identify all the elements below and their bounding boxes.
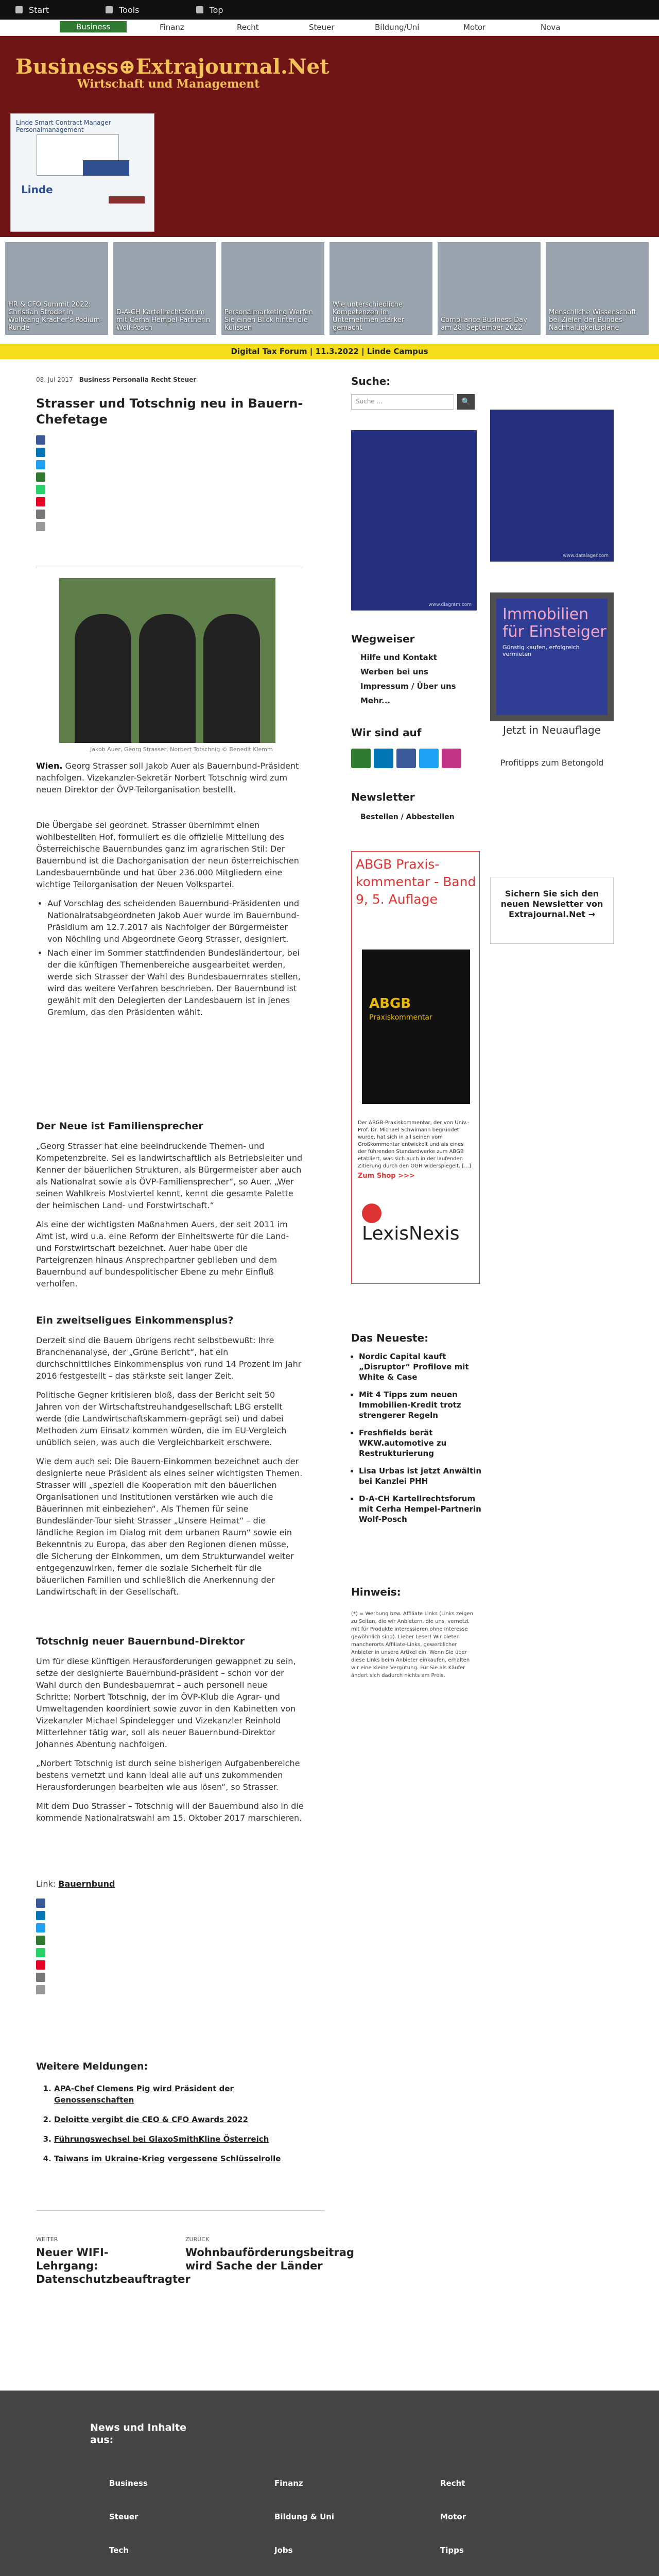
top-bar xyxy=(0,0,659,20)
abgb-description: Der ABGB-Praxiskommentar, der von Univ.-Prof. Dr. Michael Schwimann begründet wurde, hat sich in all seinen vom Großkommentar entwickelt und als eines der führenden Standardwerke zum ABGB etabliert, was sich auch in der laufenden Zitierung durch den OGH widerspiegelt. [...] xyxy=(358,1120,471,1169)
article-body-2: „Georg Strasser hat eine beeindruckende Themen- und Kompetenzbreite. Sei es landwirtschaftlich als Betriebsleiter und Kenner der bäuerlichen Strukturen, als Bürgermeister aber auch als Nationalrat sowie als ÖVP-Familiensprecher“, so Auer. „Wer seinen Wahlkreis Mostviertel kennt, kennt die gesamte Palette der heimischen Land- und Forstwirtschaft.“ Als eine der wichtigsten Maßnahmen Auers, der seit 2011 im Amt ist, wird u.a. eine Reform der Einheitswerte für die Land- und Forstwirtschaft bezeichnet. Auer habe über die Parteigrenzen hinaus Ansprechpartner geblieben und dem Bauernbund auf bundespolitischer Ebene zu mehr Einfluß verholfen. xyxy=(36,1141,303,1289)
footer-link[interactable]: Bildung & Uni xyxy=(274,2512,335,2521)
wegweiser-links xyxy=(360,650,456,708)
image-caption: Jakob Auer, Georg Strasser, Norbert Totschnig © Benedit Klemm xyxy=(90,746,273,753)
teaser-strip xyxy=(0,242,659,335)
source-link-line: Link: Bauernbund xyxy=(36,1879,115,1889)
latest-item[interactable]: • Freshfields berät WKW.automotive zu Restrukturierung xyxy=(359,1428,482,1459)
facebook-icon[interactable] xyxy=(36,435,45,445)
footer-link[interactable]: Finanz xyxy=(274,2479,303,2488)
article-tags: Business Personalia Recht Steuer xyxy=(79,376,197,383)
footer-link[interactable]: Recht xyxy=(440,2479,465,2488)
footer-link[interactable]: Jobs xyxy=(274,2546,293,2555)
mail-icon[interactable] xyxy=(36,510,45,519)
print-icon[interactable] xyxy=(36,522,45,531)
article-date: 08. Jul 2017 xyxy=(36,376,73,383)
link-mehr[interactable]: Mehr... xyxy=(360,696,391,705)
pinterest-icon[interactable] xyxy=(36,1960,45,1970)
article-meta xyxy=(36,376,196,383)
abgb-book-cover: ABGB Praxiskommentar xyxy=(362,950,470,1104)
banner-screen-image-2 xyxy=(83,160,129,176)
share-buttons-bottom xyxy=(36,1899,47,1997)
banner-button xyxy=(109,196,145,204)
newsletter-title: Newsletter xyxy=(351,791,415,803)
search-button[interactable] xyxy=(457,394,475,410)
instagram-icon[interactable] xyxy=(442,749,461,768)
link-impressum[interactable]: Impressum / Über uns xyxy=(360,682,456,691)
pager-next[interactable]: ZURÜCK Wohnbauförderungsbeitrag wird Sache der Länder xyxy=(185,2236,354,2272)
tools-icon xyxy=(106,6,113,13)
abgb-shop-link[interactable]: Zum Shop >>> xyxy=(358,1172,415,1180)
teaser-item[interactable]: Compliance Business Day am 28. September 2022 xyxy=(438,242,541,335)
xing-icon[interactable] xyxy=(36,472,45,482)
topbar-top[interactable]: Top xyxy=(196,5,223,15)
nav-business[interactable]: Business xyxy=(60,21,127,32)
linkedin-icon[interactable] xyxy=(36,448,45,457)
teaser-item[interactable]: Wie unterschiedliche Kompetenzen im Unternehmen stärker gemacht xyxy=(330,242,432,335)
xing-icon[interactable] xyxy=(36,1936,45,1945)
immobilien-book-cover: Immobilien für Einsteiger Günstig kaufen, erfolgreich vermieten xyxy=(496,599,608,715)
article-title: Strasser und Totschnig neu in Bauern-Chefetage xyxy=(36,396,303,427)
link-werben[interactable]: Werben bei uns xyxy=(360,667,428,676)
latest-item[interactable]: • D-A-CH Kartellrechtsforum mit Cerha Hempel-Partnerin Wolf-Posch xyxy=(359,1494,482,1524)
latest-title: Das Neueste: xyxy=(351,1332,429,1344)
share-buttons-top xyxy=(36,435,47,534)
site-footer xyxy=(0,2391,659,2576)
article-body-3: Derzeit sind die Bauern übrigens recht selbstbewußt: Ihre Branchenanalyse, der „Grüne Bericht“, hat ein durchschnittliches Einkommensplus von rund 14 Prozent im Jahr 2016 festgestellt – das stärkste seit langer Zeit. Politische Gegner kritisieren bloß, dass der Bericht seit 50 Jahren von der Wirtschaftstreuhandgesellschaft LBG erstellt werde (die Landwirtschaftskammern-geprägt sei) und dabei Methoden zum Einsatz kommen würden, die im EU-Vergleich unüblich seien, was auch die Vergleichbarkeit erschwere. Wie dem auch sei: Die Bauern-Einkommen bezeichnet auch der designierte neue Präsident als eines seiner wichtigsten Themen. Strasser will „speziell die Kooperation mit den bäuerlichen Organisationen und Institutionen verstärken wie auch die Bäuerinnen mit einbeziehen“. Als Themen für seine Bundesländer-Tour sieht Strasser „Unsere Heimat“ – die ländliche Region im Dialog mit dem urbanen Raum“ sowie ein Bekenntnis zu Europa, das aber den Regionen dienen müsse, die Sicherung der Einkommen, um dem Strukturwandel weiter entgegenzuwirken, ferner die soziale Sicherheit für die bäuerlichen Familien und schließlich die Anerkennung der Landwirtschaft in der Gesellschaft. xyxy=(36,1335,303,1597)
xing-icon[interactable] xyxy=(351,749,371,768)
footer-news-title: News und Inhalte aus: xyxy=(90,2422,186,2446)
teaser-item[interactable]: HR & CFO Summit 2022: Christian Stroder in Wolfgang Kracher's Podium-Runde xyxy=(5,242,108,335)
sidebar-ad[interactable]: www.diagram.com xyxy=(351,430,477,611)
more-news-title: Weitere Meldungen: xyxy=(36,2061,148,2072)
article-lead: Wien. Georg Strasser soll Jakob Auer als Bauernbund-Präsident nachfolgen. Vizekanzler-Sekretär Norbert Totschnig wird zum neuen Direktor der ÖVP-Teilorganisation bestellt. xyxy=(36,761,299,794)
banner-title: Linde Smart Contract Manager Personalmanagement xyxy=(16,119,111,133)
abgb-ad[interactable] xyxy=(351,851,480,1284)
wegweiser-title: Wegweiser xyxy=(351,633,415,645)
more-news-item[interactable]: 2. Deloitte vergibt die CEO & CFO Awards 2022 xyxy=(54,2114,301,2125)
lexisnexis-icon xyxy=(362,1204,381,1223)
footer-link[interactable]: Tech xyxy=(109,2546,129,2555)
topbar-tools[interactable]: Tools xyxy=(106,5,139,15)
latest-item[interactable]: • Mit 4 Tipps zum neuen Immobilien-Kredit trotz strengerer Regeln xyxy=(359,1389,482,1420)
site-subtitle: Wirtschaft und Management xyxy=(77,77,260,91)
hinweis-title: Hinweis: xyxy=(351,1586,401,1598)
arrow-up-icon xyxy=(196,6,203,13)
search-icon: 🔍 xyxy=(461,398,471,406)
newsletter-link[interactable]: Bestellen / Abbestellen xyxy=(360,813,455,821)
link-hilfe[interactable]: Hilfe und Kontakt xyxy=(360,653,437,662)
print-icon[interactable] xyxy=(36,1985,45,1994)
immobilien-caption[interactable]: Jetzt in Neuauflage xyxy=(502,724,601,736)
event-info-bar[interactable]: Digital Tax Forum | 11.3.2022 | Linde Campus xyxy=(0,344,659,359)
teaser-item[interactable]: D-A-CH Kartellrechtsforum mit Cerha Hempel-Partnerin Wolf-Posch xyxy=(113,242,216,335)
more-news-list xyxy=(54,2083,301,2173)
article-body-4: Um für diese künftigen Herausforderungen gewappnet zu sein, setze der designierte Bauernbund-präsident – schon vor der Wahl durch den Bundesbauernrat – auch personell neue Schritte: Norbert Totschnig, der im ÖVP-Klub die Agrar- und Umweltagenden koordiniert sowie zuvor in den Kabinetten von Vizekanzler Michael Spindelegger und Vizekanzler Reinhold Mitterlehner tätig war, soll als neuer Bauernbund-Direktor Johannes Abentung nachfolgen. „Norbert Totschnig ist durch seine bisherigen Aufgabenbereiche bestens vernetzt und kann ideal alle auf uns zukommenden Herausforderungen bearbeiten wie aus lösen“, so Strasser. Mit dem Duo Strasser – Totschnig will der Bauernbund also in die kommende Nationalratswahl am 15. Oktober 2017 marschieren. xyxy=(36,1656,304,1823)
linkedin-icon[interactable] xyxy=(36,1911,45,1920)
article-body-1: Die Übergabe sei geordnet. Strasser übernimmt einen wohlbestellten Hof, formuliert es die offizielle Mitteilung des Österreichische Bauernbundes ganz im agrarischen Stil: Der Bauernbund ist die Dachorganisation der neun österreichischen Landesbauernbünde und hat über 236.000 Mitgliedern eine wichtige Teilorganisation der Neuen Volkspartei. • Auf Vorschlag des scheidenden Bauernbund-Präsidenten und Nationalratsabgeordneten Jakob Auer wurde im Bauernbund-Präsidium am 12.7.2017 als Nachfolger der Bürgermeister von Nöchling und Abgeordnete Georg Strasser, designiert. • Nach einer im Sommer stattfindenden Bundesländertour, bei der die künftigen Themenbereiche ausgearbeitet werden, werde sich Strasser der Wahl des Bundesbauernrates stellen, wird das weitere Verfahren beschrieben. Der Bauernbund ist gewählt mit den Delegierten der Landesbauern ist in jenes Gremium, das den Präsidenten wählt. xyxy=(36,819,304,1020)
nav-nova[interactable]: Nova xyxy=(541,23,561,32)
sidebar-ad-2[interactable]: www.datalager.com xyxy=(490,410,614,562)
teaser-item[interactable]: Menschliche Wissenschaft bei Zielen der Bundes-Nachhaltigkeitspläne xyxy=(546,242,649,335)
latest-item[interactable]: • Nordic Capital kauft „Disruptor“ Profilove mit White & Case xyxy=(359,1351,482,1382)
nav-bildung[interactable]: Bildung/Uni xyxy=(375,23,420,32)
more-news-item[interactable]: 1. APA-Chef Clemens Pig wird Präsident der Genossenschaften xyxy=(54,2083,301,2106)
nav-finanz[interactable]: Finanz xyxy=(160,23,184,32)
linkedin-icon[interactable] xyxy=(374,749,393,768)
header-banner-ad[interactable] xyxy=(10,113,154,232)
nav-steuer[interactable]: Steuer xyxy=(309,23,335,32)
teaser-item[interactable]: Personalmarketing Werfen Sie einen Blick hinter die Kulissen xyxy=(221,242,324,335)
article-subheading: Der Neue ist Familiensprecher xyxy=(36,1121,203,1132)
search-title: Suche: xyxy=(351,375,391,387)
newsletter-signup-box[interactable]: Sichern Sie sich den neuen Newsletter von Extrajournal.Net → xyxy=(490,877,614,944)
site-header xyxy=(0,36,659,237)
more-news-item[interactable]: 3. Führungswechsel bei GlaxoSmithKline Österreich xyxy=(54,2133,301,2145)
footer-link[interactable]: Motor xyxy=(440,2512,466,2521)
site-logo[interactable]: Business⊕Extrajournal.Net xyxy=(15,55,330,79)
whatsapp-icon[interactable] xyxy=(36,485,45,494)
article-subheading: Ein zweitseligues Einkommensplus? xyxy=(36,1315,234,1326)
home-icon xyxy=(15,6,23,13)
social-title: Wir sind auf xyxy=(351,726,422,739)
footer-link[interactable]: Business xyxy=(109,2479,148,2488)
abgb-title: ABGB Praxis-kommentar - Band 9, 5. Auflage xyxy=(356,857,476,907)
immobilien-subcaption[interactable]: Profitipps zum Betongold xyxy=(500,758,604,768)
twitter-icon[interactable] xyxy=(36,460,45,469)
pager-prev[interactable]: WEITER Neuer WIFI-Lehrgang: Datenschutzbeauftragter xyxy=(36,2236,190,2285)
hinweis-text: (*) = Werbung bzw. Affiliate Links (Links zeigen zu Seiten, die wir Anbietern, die uns, vernetzt mit für Produkte interessieren ohne Interesse gewöhnlich sind). Lieber Leser! Wir bieten mancherorts Affiliate-Links, gewerblicher Anbieter in unsere Artikel ein. Wenn Sie über diese Links beim Anbieter einkaufen, erhalten wir eine kleine Vergütung. Für Sie als Käufer ändert sich dadurch nichts am Preis. xyxy=(351,1611,473,1679)
pinterest-icon[interactable] xyxy=(36,497,45,506)
immobilien-ad[interactable] xyxy=(490,592,614,721)
facebook-icon[interactable] xyxy=(396,749,416,768)
source-link[interactable]: Bauernbund xyxy=(58,1879,115,1889)
whatsapp-icon[interactable] xyxy=(36,1948,45,1957)
nav-recht[interactable]: Recht xyxy=(237,23,259,32)
mail-icon[interactable] xyxy=(36,1973,45,1982)
article-subheading: Totschnig neuer Bauernbund-Direktor xyxy=(36,1636,245,1647)
facebook-icon[interactable] xyxy=(36,1899,45,1908)
latest-list xyxy=(359,1351,482,1532)
twitter-icon[interactable] xyxy=(36,1923,45,1933)
lexisnexis-logo: LexisNexis xyxy=(362,1202,479,1244)
main-nav xyxy=(0,20,659,36)
social-links xyxy=(351,749,464,770)
more-news-item[interactable]: 4. Taiwans im Ukraine-Krieg vergessene Schlüsselrolle xyxy=(54,2153,301,2164)
twitter-icon[interactable] xyxy=(419,749,439,768)
nav-motor[interactable]: Motor xyxy=(463,23,486,32)
divider xyxy=(36,2210,324,2211)
banner-logo: Linde xyxy=(21,183,53,196)
latest-item[interactable]: • Lisa Urbas ist jetzt Anwältin bei Kanzlei PHH xyxy=(359,1466,482,1486)
topbar-start[interactable]: Start xyxy=(15,5,49,15)
footer-link[interactable]: Steuer xyxy=(109,2512,138,2521)
search-input[interactable]: Suche ... xyxy=(351,394,454,410)
footer-link[interactable]: Tipps xyxy=(440,2546,464,2555)
article-image xyxy=(59,578,275,743)
